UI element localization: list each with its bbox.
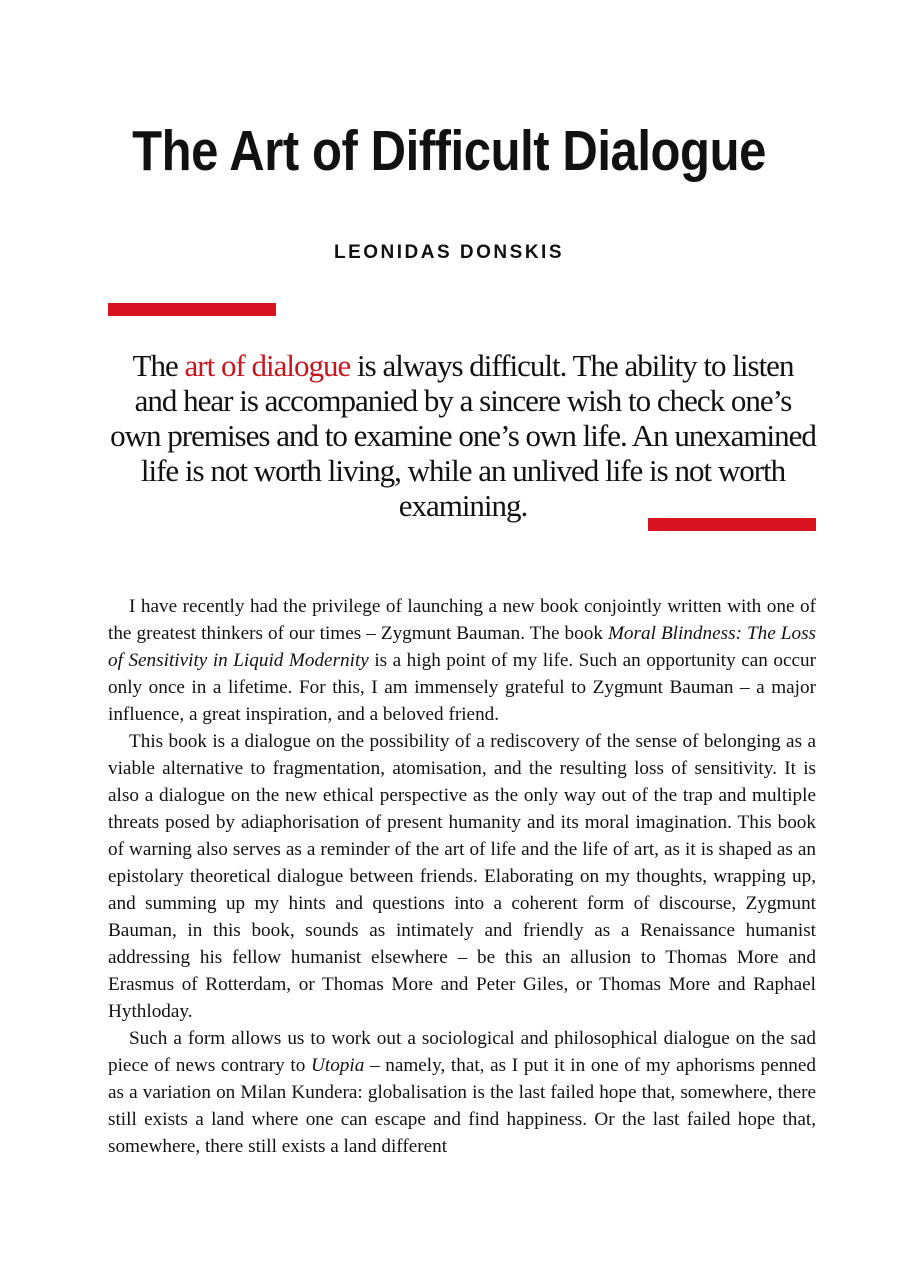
p3-text-b: – namely, that, as I put it in one of my aphorisms penned as a variation on Milan Kundera: globalisation is the last failed hope that, somewhere, there still exists a land where one can escape and find happiness. Or the last failed hope that, somewhere, there still exists a land different [108, 1055, 816, 1157]
p1-text-a: I have recently had the privilege of launching a new book conjointly written with one of the greatest thinkers of our times – Zygmunt Bauman. The book [108, 596, 816, 644]
book-title-italic: Moral Blindness: The Loss of Sensitivity in Liquid Modernity [108, 623, 817, 671]
accent-bar-bottom [648, 518, 816, 531]
article-title: The Art of Difficult Dialogue [132, 119, 766, 183]
body-paragraph-2: This book is a dialogue on the possibility of a rediscovery of the sense of belonging as a viable alternative to fragmentation, atomisation, and the resulting loss of sensitivity. It is also a dialogue on the new ethical perspective as the only way out of the trap and multiple threats posed by adiaphorisation of present humanity and its moral imagination. This book of warning also serves as a reminder of the art of life and the life of art, as it is shaped as an epistolary theoretical dialogue between friends. Elaborating on my thoughts, wrapping up, and summing up my hints and questions into a coherent form of discourse, Zygmunt Bauman, in this book, sounds as intimately and friendly as a Renaissance humanist addressing his fellow humanist elsewhere – be this an allusion to Thomas More and Erasmus of Rotterdam, or Thomas More and Peter Giles, or Thomas More and Raphael Hythloday. [108, 731, 816, 1022]
accent-bar-top [108, 303, 276, 316]
author-byline: LEONIDAS DONSKIS [333, 242, 565, 263]
p1-text-b: is a high point of my life. Such an opportunity can occur only once in a lifetime. For this, I am immensely grateful to Zygmunt Bauman – a major influence, a great inspiration, and a beloved friend. [108, 650, 816, 725]
pull-quote-rest: is always difficult. The ability to listen and hear is accompanied by a sincere wish to check one’s own premises and to examine one’s own life. An unexamined life is not worth living, while an unlived life is not worth examining. [110, 348, 816, 523]
p3-text-a: Such a form allows us to work out a sociological and philosophical dialogue on the sad piece of news contrary to [108, 1028, 816, 1076]
pull-quote-lead: The [132, 348, 185, 383]
article-body [108, 593, 816, 1160]
pull-quote [110, 348, 816, 523]
pull-quote-highlight: art of dialogue [184, 348, 351, 383]
body-paragraph-3 [108, 1025, 816, 1160]
utopia-italic: Utopia [311, 1055, 365, 1076]
body-paragraph-1 [108, 593, 816, 728]
